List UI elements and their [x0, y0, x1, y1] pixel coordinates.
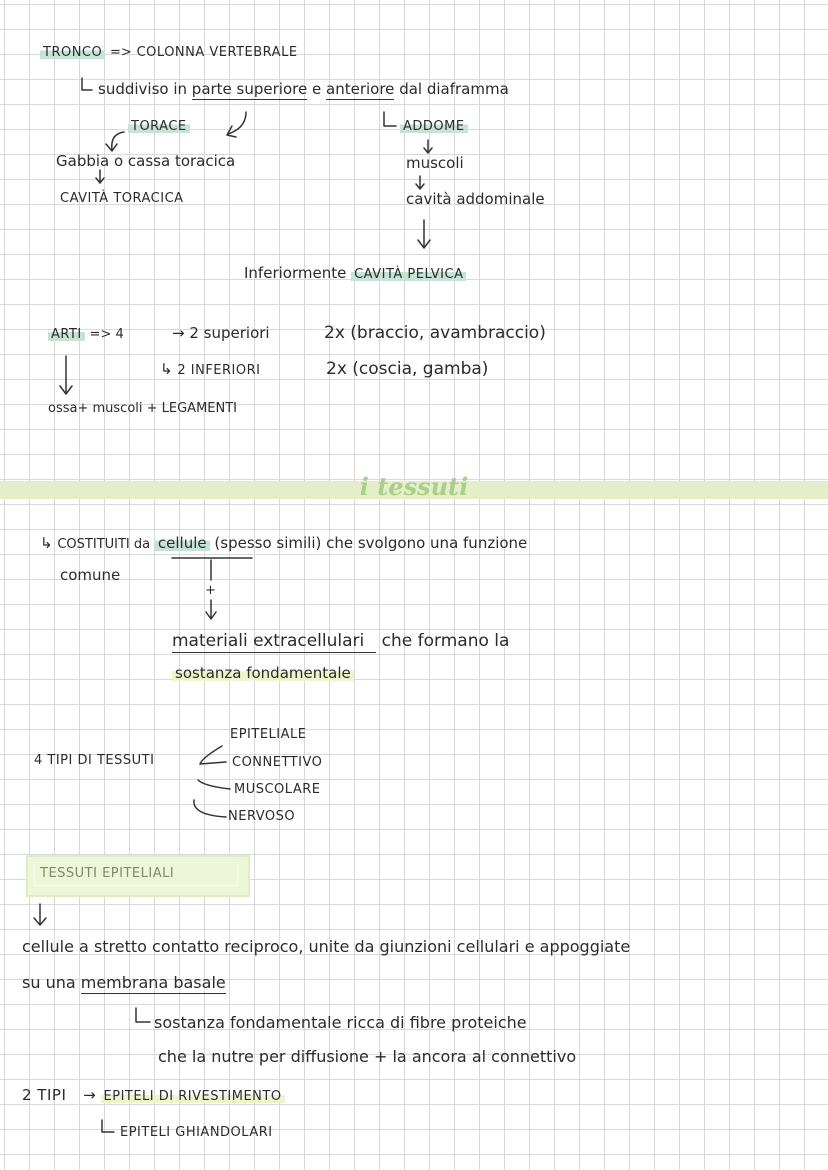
- tessuti-hook-arrow: ↳: [40, 534, 53, 552]
- cavita-addominale: cavità addominale: [406, 190, 545, 208]
- tronco-line: [40, 42, 298, 62]
- materiali-post: che formano la: [381, 631, 510, 651]
- tronco-label: TRONCO: [40, 45, 105, 60]
- tessuti-line1-rest: (spesso simili) che svolgono una funzione: [214, 534, 528, 552]
- arti-inf-line: [160, 360, 260, 380]
- addome-label: ADDOME: [400, 119, 468, 134]
- tipo-nervoso: NERVOSO: [228, 809, 296, 824]
- sostanza-fondamentale: sostanza fondamentale: [172, 664, 354, 682]
- sostanza-wrap: [172, 664, 354, 682]
- tessuti-costituiti: COSTITUITI da: [57, 537, 151, 552]
- materiali-line: [172, 632, 509, 650]
- addome-wrap: [400, 118, 468, 136]
- materiali-extracellulari: materiali extracellulari: [172, 631, 376, 653]
- membrana-basale: membrana basale: [80, 973, 226, 992]
- inferiormente-label: Inferiormente: [244, 264, 347, 282]
- tronco-sub-pre: suddiviso in: [98, 80, 188, 98]
- arti-label: ARTI: [48, 327, 85, 342]
- tronco-parte-superiore: parte superiore: [191, 80, 308, 98]
- arti-inf: 2 INFERIORI: [177, 363, 261, 378]
- tronco-sub-line: [98, 80, 509, 98]
- tronco-arrow: =>: [110, 45, 132, 60]
- arti-sup: 2 superiori: [189, 324, 270, 342]
- epiteli-tipo1-arrow: →: [83, 1086, 96, 1104]
- tipo-connettivo: CONNETTIVO: [232, 755, 323, 770]
- arti-line: [48, 324, 124, 344]
- epiteliali-line2: [22, 974, 226, 992]
- tessuti-line2: comune: [60, 566, 121, 584]
- arti-sup-detail: 2x (braccio, avambraccio): [324, 323, 546, 343]
- arti-count: => 4: [89, 327, 124, 342]
- epiteli-tipi-line: [22, 1086, 285, 1106]
- epiteliali-line1: cellule a stretto contatto reciproco, unite da giunzioni cellulari e appoggiate: [22, 937, 631, 956]
- torace-wrap: [128, 118, 190, 136]
- quattro-tipi-label: 4 TIPI DI TESSUTI: [34, 753, 155, 768]
- tronco-anteriore: anteriore: [326, 80, 395, 98]
- arti-sup-line: [172, 324, 270, 342]
- tronco-sub-e: e: [312, 80, 322, 98]
- arti-inf-arrow: ↳: [160, 360, 173, 378]
- epiteli-tipi-label: 2 TIPI: [22, 1086, 67, 1104]
- tessuti-line1: [40, 534, 527, 554]
- epiteliali-line2-pre: su una: [22, 973, 76, 992]
- arti-composizione: ossa+ muscoli + LEGAMENTI: [48, 401, 238, 416]
- membrana-desc2: che la nutre per diffusione + la ancora al connettivo: [158, 1047, 577, 1066]
- muscoli-label: muscoli: [406, 154, 464, 172]
- epiteli-ghiandolari: EPITELI GHIANDOLARI: [120, 1125, 273, 1140]
- torace-desc: Gabbia o cassa toracica: [56, 152, 236, 170]
- epiteliali-box-label: TESSUTI EPITELIALI: [40, 866, 175, 881]
- torace-label: TORACE: [128, 119, 190, 134]
- pelvica-line: [244, 264, 466, 284]
- cavita-toracica: CAVITÀ TORACICA: [60, 191, 184, 206]
- tessuti-plus: +: [205, 583, 216, 598]
- section-title: i tessuti: [359, 472, 469, 501]
- membrana-desc1: sostanza fondamentale ricca di fibre proteiche: [154, 1013, 527, 1032]
- tipo-muscolare: MUSCOLARE: [234, 782, 321, 797]
- arti-sup-arrow: →: [172, 324, 185, 342]
- cavita-pelvica: CAVITÀ PELVICA: [351, 267, 466, 282]
- tronco-rest: COLONNA VERTEBRALE: [136, 45, 298, 60]
- tessuti-cellule: cellule: [155, 534, 210, 552]
- tronco-sub-post: dal diaframma: [399, 80, 509, 98]
- tipo-epiteliale: EPITELIALE: [230, 727, 307, 742]
- arti-inf-detail: 2x (coscia, gamba): [326, 359, 489, 379]
- epiteli-rivestimento: EPITELI DI RIVESTIMENTO: [101, 1089, 285, 1104]
